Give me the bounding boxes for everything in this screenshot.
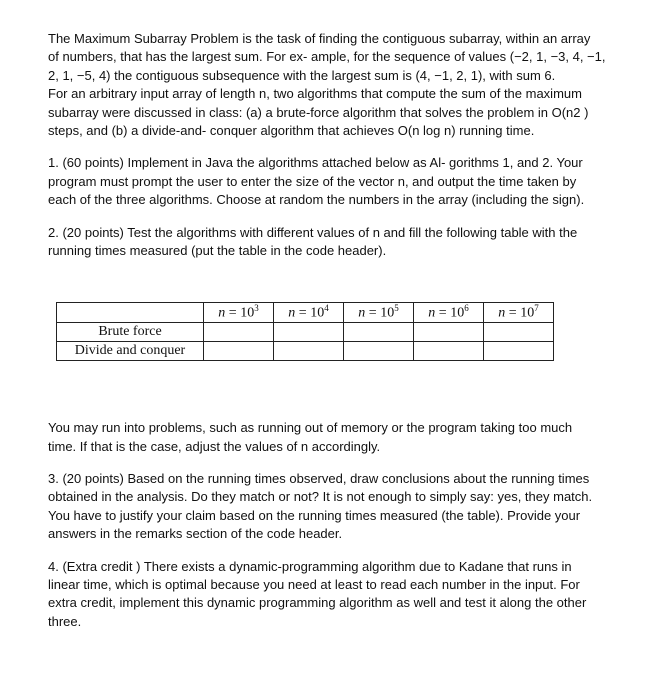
table-header-row: [57, 303, 554, 323]
text-line: answers in the remarks section of the code header.: [48, 526, 343, 542]
table-row: [57, 342, 554, 361]
row-label-divide-and-conquer: Divide and conquer: [57, 342, 204, 361]
table-cell: [484, 323, 554, 342]
text-line: 3. (20 points) Based on the running times observed, draw conclusions about the running times: [48, 470, 590, 486]
table-cell: [484, 342, 554, 361]
text-line: subarray were discussed in class: (a) a brute-force algorithm that solves the problem in O(n2 ): [48, 104, 589, 120]
text-line: extra credit, implement this dynamic programming algorithm as well and test it along the other: [48, 595, 587, 611]
table-cell: [344, 323, 414, 342]
task-4-paragraph: [48, 558, 648, 632]
task-3-paragraph: [48, 470, 648, 544]
text-line: three.: [48, 613, 82, 629]
table-column-header: $n = 10^4$: [274, 303, 344, 323]
text-line: You may run into problems, such as running out of memory or the program taking too much: [48, 420, 573, 436]
table-cell: [204, 342, 274, 361]
table-cell: [414, 323, 484, 342]
text-line: 4. (Extra credit ) There exists a dynamic-programming algorithm due to Kadane that runs in: [48, 558, 572, 574]
task-2-paragraph: [48, 224, 648, 261]
table-cell: [344, 342, 414, 361]
row-label-brute-force: Brute force: [57, 323, 204, 342]
assignment-document: [48, 30, 648, 631]
text-line: obtained in the analysis. Do they match or not? It is not enough to simply say: yes, they match.: [48, 489, 593, 505]
table-cell: [414, 342, 484, 361]
text-line: each of the three algorithms. Choose at random the numbers in the array (including the sign).: [48, 192, 585, 208]
text-line: 2. (20 points) Test the algorithms with different values of n and fill the following table with the: [48, 224, 578, 240]
table-cell: [274, 323, 344, 342]
table-column-header: $n = 10^5$: [344, 303, 414, 323]
text-line: 1. (60 points) Implement in Java the algorithms attached below as Al- gorithms 1, and 2. Your: [48, 155, 583, 171]
text-line: For an arbitrary input array of length n, two algorithms that compute the sum of the maximum: [48, 86, 582, 102]
note-paragraph: [48, 419, 648, 456]
text-line: running times measured (put the table in the code header).: [48, 243, 387, 259]
intro-paragraph: [48, 30, 648, 140]
table-column-header: $n = 10^6$: [414, 303, 484, 323]
table-column-header: $n = 10^7$: [484, 303, 554, 323]
table-cell: [274, 342, 344, 361]
running-times-table-wrapper: [56, 302, 648, 361]
text-line: program must prompt the user to enter the size of the vector n, and output the time taken by: [48, 173, 577, 189]
table-column-header: $n = 10^3$: [204, 303, 274, 323]
table-cell: [204, 323, 274, 342]
task-1-paragraph: [48, 154, 648, 209]
running-times-table: [56, 302, 554, 361]
text-line: 2, 1, −5, 4) the contiguous subsequence with the largest sum is (4, −1, 2, 1), with sum 6.: [48, 67, 556, 83]
table-corner-cell: [57, 303, 204, 323]
text-line: The Maximum Subarray Problem is the task of finding the contiguous subarray, within an array: [48, 31, 591, 46]
text-line: time. If that is the case, adjust the values of n accordingly.: [48, 438, 381, 454]
text-line: steps, and (b) a divide-and- conquer algorithm that achieves O(n log n) running time.: [48, 123, 535, 139]
text-line: linear time, which is optimal because you need at least to read each number in the input. For: [48, 576, 580, 592]
table-row: [57, 323, 554, 342]
text-line: of numbers, that has the largest sum. For ex- ample, for the sequence of values (−2, 1, −3, 4, −1,: [48, 49, 606, 65]
text-line: You have to justify your claim based on the running times measured (the table). Provide your: [48, 507, 581, 523]
